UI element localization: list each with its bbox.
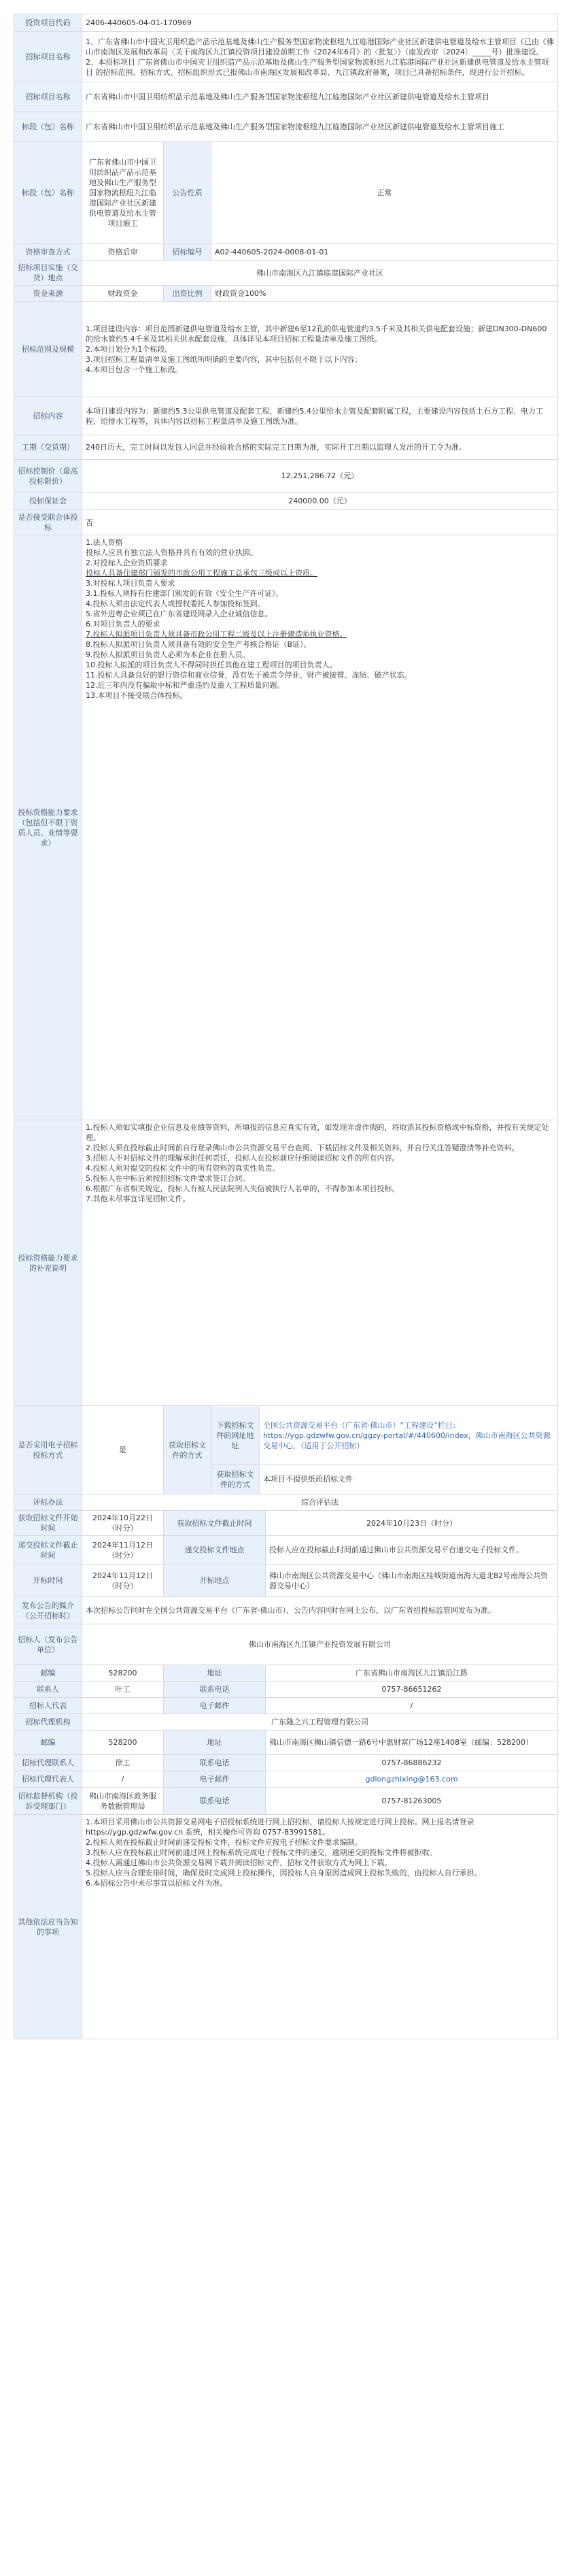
location-value: 佛山市南海区九江镇临港国际产业社区: [82, 261, 558, 286]
requirement-line: 投标人应具有独立法人资格并具有有效的营业执照。: [86, 548, 258, 557]
evaluation-label: 评标办法: [14, 1494, 82, 1511]
funding-value: 财政资金: [82, 286, 164, 302]
requirement-line: 4.投标人须由法定代表人或授权委托人参加投标签到。: [86, 599, 265, 608]
project-name-value: [82, 32, 558, 82]
notes-label: 其他依法应当告知的事项: [14, 1815, 82, 2039]
project-name-label: 招标项目名称: [14, 32, 82, 82]
tenderer-post-label: 邮编: [14, 1665, 82, 1682]
requirement-line: 6.对项目负责人的要求: [86, 620, 160, 629]
project-code-label: 投资项目代码: [14, 14, 82, 32]
requirement-line: 3.1.投标人须持有住建部门颁发的有效《安全生产许可证》。: [86, 589, 283, 598]
funding-ratio-label: 出资比例: [164, 286, 211, 302]
notice-type-value: 正常: [211, 142, 558, 244]
agent-label: 招标代理机构: [14, 1714, 82, 1730]
qualification-method: 资格后审: [82, 244, 164, 261]
ceiling-label: 招标控制价（最高投标限价）: [14, 460, 82, 492]
notes-line: 3.投标人应在投标截止时间前通过网上投标系统完成电子投标文件的递交，逾期递交的投标文件将被拒收。: [86, 1848, 437, 1857]
tenderer-person-value: [82, 1698, 164, 1714]
agent-contact-value: 徐工: [82, 1755, 164, 1771]
agent-addr-value: 佛山市南海区狮山镇信德一路6号中惠财富广场12座1408室（邮编：528200）: [266, 1730, 558, 1755]
content-label: 招标内容: [14, 397, 82, 435]
submit-time-label: 递交投标文件截止时间: [14, 1536, 82, 1565]
tenderer-contact-value: 叶工: [82, 1682, 164, 1698]
funding-ratio-value: 财政资金100%: [211, 286, 558, 302]
get-method-cell: [211, 1406, 558, 1494]
other-req-line: 1.投标人须如实填报企业信息及业绩等资料，所填报的信息应真实有效，如发现弄虚作假的，将取消其投标资格或中标资格，并按有关规定处理。: [86, 1123, 549, 1142]
requirements-label: 投标资格能力要求（包括但不限于资质人员、业绩等要求）: [14, 535, 82, 1120]
electronic-value: 是: [82, 1406, 164, 1494]
bid-package-label: 标段（包）名称: [14, 112, 82, 142]
agent-email-label: 电子邮件: [164, 1771, 266, 1788]
notes-line: 4.投标人需通过佛山市公共资源交易网下载并阅读招标文件，招标文件获取方式为网上下载。: [86, 1858, 392, 1867]
notice-type-label: 公告性质: [164, 142, 211, 244]
requirement-line: 1.法人资格: [86, 538, 123, 547]
scope-value: [82, 302, 558, 397]
requirement-line: 9.投标人拟派项目负责人必须为本企业在册人员。: [86, 650, 250, 659]
tenderer-value: 佛山市南海区九江镇产业投资发展有限公司: [82, 1624, 558, 1665]
requirement-line: 12.近三年内没有骗取中标和严重违约及重大工程质量问题。: [86, 681, 285, 690]
location-label: 招标项目实施（交货）地点: [14, 261, 82, 286]
download-url-text[interactable]: 全国公共资源交易平台（广东省·佛山市）“工程建设”栏目：https://ygp.gdzwfw.gov.cn/ggzy-portal/#/440600/index，佛山市南海区公共资源交易中心，（适用于公开招标）: [263, 1420, 551, 1450]
bid-code-label: 招标编号: [164, 244, 211, 261]
evaluation-value: 综合评估法: [82, 1494, 558, 1511]
scope-line: 2.本项目划分为1个标段。: [86, 345, 173, 354]
tenderer-email-value: /: [266, 1698, 558, 1714]
supervisor-phone-label: 联系电话: [164, 1788, 266, 1815]
get-start-label: 获取招标文件开始时间: [14, 1511, 82, 1536]
download-url-label: 下载招标文件的网址地址: [211, 1407, 260, 1465]
tenderer-label: 招标人（发布公告单位）: [14, 1624, 82, 1665]
tenderer-contact-label: 联系人: [14, 1682, 82, 1698]
publish-label: 发布公告的媒介（公开招标时）: [14, 1597, 82, 1624]
agent-email-link[interactable]: gdlongzhixing@163.com: [365, 1775, 458, 1784]
requirement-line: 13.本项目不接受联合体投标。: [86, 691, 188, 700]
notes-line: 1.本项目采用佛山市公共资源交易网电子招投标系统进行网上招投标，请投标人按规定进行网上投标。网上报名请登录 https://ygp.gdzwfw.gov.cn 系统，相关操作可咨询 0757-83991581。: [86, 1818, 474, 1837]
agent-addr-label: 地址: [164, 1730, 266, 1755]
get-start-value: 2024年10月22日（时分）: [82, 1511, 164, 1536]
project-name-line: 1、广东省佛山市中国灾卫用织造产品示范基地及佛山生产服务型国家物流枢纽九江临港国际产业社区新建供电管道及给水主管项目（已由《佛山市南海区发展和改革局〈关于南海区九江镇投资项目建设前期工作《2024年6月》的〈批复〉》（南发改审〔2024〕_____号）批准建设。: [86, 37, 554, 56]
joint-label: 是否接受联合体投标: [14, 510, 82, 535]
other-req-label: 投标资格能力要求的补充说明: [14, 1120, 82, 1406]
bid-package-value: 广东省佛山市中国卫用纺织品示范基地及佛山生产服务型国家物流枢纽九江临港国际产业社区新建供电管道及给水主管项目施工: [82, 112, 558, 142]
notes-value: [82, 1815, 558, 2039]
requirements-value: [82, 535, 558, 1120]
agent-value: 广东隆之兴工程管理有限公司: [82, 1714, 558, 1730]
notes-line: 6.本招标公告中未尽事宜以招标文件为准。: [86, 1879, 228, 1888]
publish-value: 本次招标公告同时在全国公共资源交易平台（广东省·佛山市）、公告内容同时在网上公布，以广东省招投标监管网发布为准。: [82, 1597, 558, 1624]
project-name-line: 2、本招标项目 广东省佛山市中国灾卫用织造产品示范基地及佛山生产服务型国家物流枢纽九江临港国际产业社区新建供电管道及给水主管项目 的招标范围、招标方式、招标组织形式已报佛山市南海区发展和改革局、九江镇政府备案，项目已具备招标条件，现进行公开招标。: [86, 57, 549, 77]
agent-contact-label: 招标代理联系人: [14, 1755, 82, 1771]
submit-time-value: 2024年11月12日（时分）: [82, 1536, 164, 1565]
schedule-label: 工期（交货期）: [14, 435, 82, 460]
scope-line: 3.项目招标工程量清单及施工图纸所明确的主要内容，其中包括但不限于以下内容：: [86, 355, 362, 364]
agent-person-label: 招标代理代表人: [14, 1771, 82, 1788]
other-req-line: 7.其他未尽事宜详见招标文件。: [86, 1194, 190, 1203]
agent-post-value: 528200: [82, 1730, 164, 1755]
scope-line: 4.本项目包含一个施工标段。: [86, 365, 183, 374]
paper-doc-value: 本项目不提供纸质招标文件: [260, 1465, 558, 1494]
agent-phone-value: 0757-86886232: [266, 1755, 558, 1771]
requirement-line: 11.投标人具备良好的银行资信和商业信誉，没有处于被责令停业、财产被接管、冻结、破产状态。: [86, 671, 412, 680]
scope-label: 招标范围及规模: [14, 302, 82, 397]
bid-name-value: 广东省佛山市中国卫用纺织品示范基地及佛山生产服务型国家物流枢纽九江临港国际产业社区新建供电管道及给水主管项目: [82, 82, 558, 112]
agent-email-value[interactable]: [266, 1771, 558, 1788]
get-end-label: 获取招标文件截止时间: [164, 1511, 266, 1536]
agent-person-value: /: [82, 1771, 164, 1788]
tender-table: [14, 14, 558, 2039]
tenderer-addr-value: 广东省佛山市南海区九江镇沿江路: [266, 1665, 558, 1682]
get-end-value: 2024年10月23日（时分）: [266, 1511, 558, 1536]
other-req-line: 3.招标人不对招标文件的理解承担任何责任，投标人在投标前应仔细阅读招标文件的所有内容。: [86, 1154, 400, 1162]
deposit-value: 240000.00（元）: [82, 492, 558, 510]
submit-place-value: 投标人应在投标截止时间前通过佛山市公共资源交易平台递交电子投标文件。: [266, 1536, 558, 1565]
project-code-value: 2406-440605-04-01-170969: [82, 14, 558, 32]
section-name-value: 广东省佛山市中国卫用纺织品产品示范基地及佛山生产服务型国家物流枢纽九江临港国际产业社区新建供电管道及给水主管项目施工: [82, 142, 164, 244]
notes-line: 5.投标人应当合理安排时间，确保及时完成网上投标操作，因投标人自身原因造成网上投标失败的，由投标人自行承担。: [86, 1869, 482, 1877]
notice-page: [14, 14, 557, 2039]
agent-post-label: 邮编: [14, 1730, 82, 1755]
submit-place-label: 递交投标文件地点: [164, 1536, 266, 1565]
bid-code-value: A02-440605-2024-0008-01-01: [211, 244, 558, 261]
tenderer-phone-label: 联系电话: [164, 1682, 266, 1698]
tenderer-phone-value: 0757-86651262: [266, 1682, 558, 1698]
get-method-subtable: [211, 1407, 557, 1494]
scope-line: 1.项目建设内容：项目范围新建供电管道及给水主管，其中新建6至12孔的供电管道约3.5千米及其相关供电配套设施；新建DN300-DN600的给水管约5.4千米及其相关供水配套设施，具体详见本项目招标工程量清单及施工图纸。: [86, 324, 547, 344]
content-value: 本项目建设内容为：新建约5.3公里供电管道及配套工程，新建约5.4公里给水主管及配套附属工程，主要建设内容包括土石方工程、电力工程、给排水工程等，具体内容以招标工程量清单及施工图纸为准。: [82, 397, 558, 435]
tenderer-person-label: 招标人代表: [14, 1698, 82, 1714]
other-req-line: 5.投标人在中标后须按照招标文件要求签订合同。: [86, 1174, 250, 1183]
deposit-label: 投标保证金: [14, 492, 82, 510]
other-req-line: 2.投标人须在投标截止时间前自行登录佛山市公共资源交易平台查阅、下载招标文件及相关资料，并自行关注答疑澄清等补充资料。: [86, 1143, 519, 1152]
open-time-value: 2024年11月12日（时分）: [82, 1565, 164, 1597]
joint-value: 否: [82, 510, 558, 535]
requirement-line: 7.投标人拟派项目负责人须具备市政公用工程二级及以上注册建造师执业资格。: [86, 630, 347, 639]
other-req-value: [82, 1120, 558, 1406]
funding-label: 资金来源: [14, 286, 82, 302]
other-req-line: 6.根据广东省相关规定，投标人有被人民法院列入失信被执行人名单的，不得参加本项目投标。: [86, 1184, 400, 1193]
open-time-label: 开标时间: [14, 1565, 82, 1597]
requirement-line: 10.投标人拟派的项目负责人不得同时担任其他在建工程项目的项目负责人。: [86, 660, 337, 669]
requirement-line: 2.对投标人企业资质要求: [86, 558, 168, 567]
agent-phone-label: 联系电话: [164, 1755, 266, 1771]
qualification-label: 资格审查方式: [14, 244, 82, 261]
supervisor-value: 佛山市南海区政务服务数据管理局: [82, 1788, 164, 1815]
bid-name-label: 招标项目名称: [14, 82, 82, 112]
supervisor-label: 招标监督机构（投诉受理部门）: [14, 1788, 82, 1815]
supervisor-phone-value: 0757-81263005: [266, 1788, 558, 1815]
ceiling-value: 12,251,286.72（元）: [82, 460, 558, 492]
schedule-value: 240日历天，完工时间以发包人同意并经验收合格的实际完工日期为准，实际开工日期以监理人发出的开工令为准。: [82, 435, 558, 460]
open-place-value: 佛山市南海区公共资源交易中心（佛山市南海区桂城街道南海大道北82号南海公共资源交易中心）: [266, 1565, 558, 1597]
open-place-label: 开标地点: [164, 1565, 266, 1597]
requirement-line: 投标人具备住建部门颁发的市政公用工程施工总承包三级或以上资质。: [86, 569, 317, 578]
download-url-value[interactable]: [260, 1407, 558, 1465]
paper-doc-label: 获取招标文件的方式: [211, 1465, 260, 1494]
requirement-line: 5.省外进粤企业须已在广东省建设网录入企业诚信信息。: [86, 609, 273, 618]
tenderer-addr-label: 地址: [164, 1665, 266, 1682]
tenderer-email-label: 电子邮件: [164, 1698, 266, 1714]
other-req-line: 4.投标人须对提交的投标文件中的所有资料的真实性负责。: [86, 1164, 280, 1173]
electronic-label: 是否采用电子招标投标方式: [14, 1406, 82, 1494]
notes-line: 2.投标人须在投标截止时间前递交投标文件，投标文件应按电子招标文件要求编制。: [86, 1838, 362, 1847]
section-name-label: 标段（包）名称: [14, 142, 82, 244]
get-method-label: 获取招标文件的方式: [164, 1406, 211, 1494]
requirement-line: 8.投标人拟派项目负责人须具备有效的安全生产考核合格证（B证）。: [86, 640, 311, 649]
requirement-line: 3.对投标人项目负责人要求: [86, 579, 175, 588]
tenderer-post-value: 528200: [82, 1665, 164, 1682]
